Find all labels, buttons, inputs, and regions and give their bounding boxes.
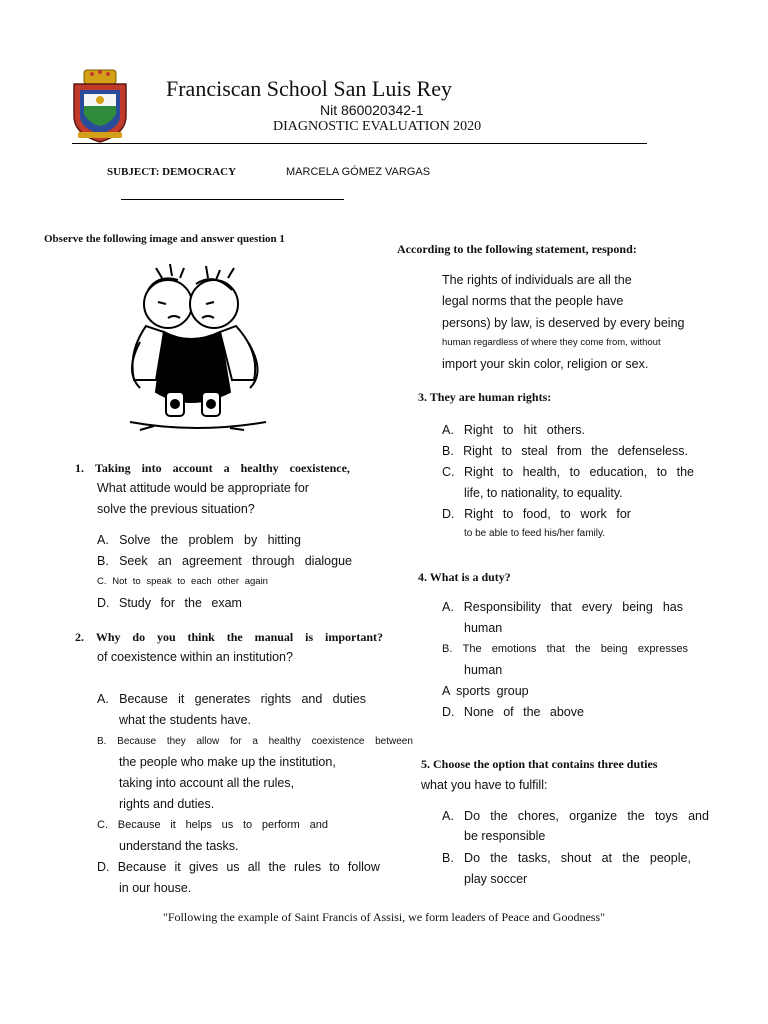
q5-line2: what you have to fulfill: bbox=[421, 778, 548, 792]
q3-option-d-cont: to be able to feed his/her family. bbox=[464, 528, 606, 539]
justified-word: to bbox=[502, 465, 514, 479]
justified-word: for bbox=[160, 596, 176, 610]
justified-word: emotions bbox=[491, 643, 537, 655]
fighting-children-illustration bbox=[110, 262, 282, 442]
justified-word: D. bbox=[442, 507, 455, 521]
justified-word: Do bbox=[464, 851, 481, 865]
justified-word: Because bbox=[117, 736, 157, 747]
justified-word: to bbox=[560, 507, 571, 521]
justified-word: they bbox=[166, 736, 186, 747]
q5-option-a[interactable] bbox=[442, 809, 709, 823]
justified-word: coexistence bbox=[311, 736, 365, 747]
justified-word: A. bbox=[97, 692, 109, 706]
justified-word: A. bbox=[442, 600, 454, 614]
justified-word: B. bbox=[97, 736, 107, 747]
justified-word: is bbox=[305, 630, 314, 644]
q5-title: 5. Choose the option that contains three duties bbox=[421, 757, 658, 771]
q3-title: 3. They are human rights: bbox=[418, 390, 552, 404]
q2-option-b-cont2: taking into account all the rules, bbox=[119, 776, 295, 790]
justified-word: that bbox=[546, 643, 565, 655]
justified-word: Because bbox=[119, 692, 168, 706]
q2-option-b-cont1: the people who make up the institution, bbox=[119, 755, 336, 769]
q2-option-a[interactable] bbox=[97, 692, 366, 706]
statement-instruction: According to the following statement, respond: bbox=[397, 242, 637, 256]
justified-word: rights bbox=[260, 692, 292, 706]
justified-word: Taking bbox=[95, 461, 131, 475]
justified-word: generates bbox=[194, 692, 251, 706]
justified-word: organize bbox=[569, 809, 618, 823]
justified-word: allow bbox=[196, 736, 220, 747]
justified-word: from bbox=[556, 444, 582, 458]
footer-motto: "Following the example of Saint Francis of Assisi, we form leaders of Peace and Goodness" bbox=[162, 910, 606, 924]
justified-word: C. bbox=[97, 576, 107, 587]
statement-line-2: legal norms that the people have bbox=[442, 294, 624, 308]
justified-word: helps bbox=[185, 819, 212, 831]
justified-word: you bbox=[156, 630, 176, 644]
justified-word: between bbox=[375, 736, 413, 747]
justified-word: again bbox=[244, 576, 268, 587]
justified-word: C. bbox=[97, 819, 108, 831]
justified-word: an bbox=[157, 554, 172, 568]
justified-word: think bbox=[187, 630, 215, 644]
q2-option-a-cont: what the students have. bbox=[119, 713, 252, 727]
justified-word: the bbox=[490, 809, 508, 823]
justified-word: for bbox=[229, 736, 242, 747]
justified-word: us bbox=[226, 860, 240, 874]
justified-word: B. bbox=[442, 444, 454, 458]
justified-word: The bbox=[462, 643, 482, 655]
q4-option-d[interactable] bbox=[442, 705, 584, 719]
q1-line2: What attitude would be appropriate for bbox=[97, 481, 309, 495]
justified-word: and bbox=[309, 819, 328, 831]
justified-word: manual bbox=[254, 630, 294, 644]
justified-word: health, bbox=[522, 465, 561, 479]
justified-word: rules bbox=[294, 860, 322, 874]
q4-option-b[interactable] bbox=[442, 643, 688, 655]
justified-word: the bbox=[268, 860, 286, 874]
justified-word: through bbox=[252, 554, 295, 568]
justified-word: and bbox=[688, 809, 709, 823]
justified-word: every bbox=[581, 600, 613, 614]
justified-word: coexistence, bbox=[289, 461, 350, 475]
justified-word: dialogue bbox=[304, 554, 352, 568]
justified-word: the bbox=[591, 444, 609, 458]
justified-word: B. bbox=[97, 554, 109, 568]
justified-word: do bbox=[132, 630, 146, 644]
justified-word: speak bbox=[146, 576, 172, 587]
justified-word: tasks, bbox=[517, 851, 551, 865]
justified-word: healthy bbox=[268, 736, 301, 747]
justified-word: others. bbox=[546, 423, 585, 437]
justified-word: agreement bbox=[182, 554, 242, 568]
subject-label: SUBJECT: DEMOCRACY bbox=[107, 166, 237, 178]
justified-word: expresses bbox=[637, 643, 688, 655]
justified-word: and bbox=[301, 692, 323, 706]
justified-word: Because bbox=[117, 819, 161, 831]
q3-option-c-cont: life, to nationality, to equality. bbox=[464, 486, 623, 500]
justified-word: a bbox=[252, 736, 258, 747]
q4-option-a[interactable] bbox=[442, 600, 683, 614]
justified-word: Not bbox=[112, 576, 127, 587]
justified-word: exam bbox=[211, 596, 242, 610]
justified-word: people, bbox=[649, 851, 691, 865]
q2-option-d-cont: in our house. bbox=[119, 881, 192, 895]
justified-word: to bbox=[329, 860, 340, 874]
statement-line-4: human regardless of where they come from, without bbox=[442, 337, 661, 348]
justified-word: has bbox=[662, 600, 683, 614]
q1-option-a[interactable] bbox=[97, 533, 301, 547]
justified-word: important? bbox=[325, 630, 383, 644]
justified-word: the bbox=[160, 533, 179, 547]
name-underline bbox=[121, 199, 344, 200]
justified-word: chores, bbox=[517, 809, 559, 823]
justified-word: it bbox=[174, 860, 181, 874]
justified-word: hitting bbox=[267, 533, 301, 547]
justified-word: the bbox=[184, 596, 202, 610]
justified-word: perform bbox=[261, 819, 300, 831]
justified-word: D. bbox=[97, 860, 110, 874]
justified-word: all bbox=[247, 860, 261, 874]
justified-word: it bbox=[178, 692, 185, 706]
header-divider bbox=[72, 143, 647, 144]
justified-word: None bbox=[463, 705, 494, 719]
justified-word: to bbox=[502, 507, 514, 521]
justified-word: B. bbox=[442, 851, 454, 865]
justified-word: the bbox=[622, 851, 640, 865]
justified-word: the bbox=[523, 705, 541, 719]
q4-option-a-cont: human bbox=[464, 621, 503, 635]
justified-word: for bbox=[616, 507, 631, 521]
justified-word: healthy bbox=[240, 461, 279, 475]
justified-word: A. bbox=[442, 423, 454, 437]
justified-word: Why bbox=[95, 630, 121, 644]
justified-word: the bbox=[226, 630, 243, 644]
justified-word: duties bbox=[332, 692, 366, 706]
justified-word: Right bbox=[464, 507, 494, 521]
q5-option-a-cont: be responsible bbox=[464, 829, 546, 843]
nit-number: Nit 860020342-1 bbox=[320, 102, 424, 118]
justified-word: to bbox=[503, 423, 514, 437]
q1-title bbox=[75, 461, 350, 476]
justified-word: food, bbox=[522, 507, 551, 521]
justified-word: toys bbox=[654, 809, 678, 823]
justified-word: Right bbox=[463, 423, 494, 437]
justified-word: into bbox=[141, 461, 162, 475]
justified-word: follow bbox=[347, 860, 380, 874]
justified-word: A. bbox=[442, 809, 454, 823]
q2-title bbox=[75, 630, 383, 645]
q4-option-b-cont: human bbox=[464, 663, 503, 677]
justified-word: to bbox=[242, 819, 253, 831]
justified-word: C. bbox=[442, 465, 455, 479]
q2-option-c-cont: understand the tasks. bbox=[119, 839, 239, 853]
justified-word: B. bbox=[442, 643, 453, 655]
justified-word: it bbox=[170, 819, 176, 831]
statement-line-1: The rights of individuals are all the bbox=[442, 273, 632, 287]
q2-line2: of coexistence within an institution? bbox=[97, 650, 293, 664]
justified-word: education, bbox=[589, 465, 648, 479]
justified-word: each bbox=[191, 576, 212, 587]
justified-word: to bbox=[501, 444, 512, 458]
q3-option-a[interactable] bbox=[442, 423, 585, 437]
q2-option-c[interactable] bbox=[97, 819, 328, 831]
justified-word: us bbox=[221, 819, 234, 831]
q4-option-c[interactable]: A sports group bbox=[442, 684, 529, 698]
justified-word: to bbox=[656, 465, 668, 479]
justified-word: 1. bbox=[75, 461, 84, 475]
justified-word: defenseless. bbox=[617, 444, 688, 458]
statement-line-3: persons) by law, is deserved by every being bbox=[442, 316, 685, 330]
justified-word: 2. bbox=[75, 630, 84, 644]
image-instruction: Observe the following image and answer question 1 bbox=[44, 233, 285, 245]
justified-word: the bbox=[490, 851, 508, 865]
q5-option-b[interactable] bbox=[442, 851, 691, 865]
q2-option-d[interactable] bbox=[97, 860, 380, 874]
justified-word: to bbox=[569, 465, 581, 479]
justified-word: Study bbox=[118, 596, 151, 610]
q5-option-b-cont: play soccer bbox=[464, 872, 528, 886]
justified-word: that bbox=[550, 600, 572, 614]
justified-word: Right bbox=[463, 444, 493, 458]
teacher-name: MARCELA GÓMEZ VARGAS bbox=[286, 166, 431, 178]
justified-word: Solve bbox=[119, 533, 151, 547]
justified-word: Do bbox=[464, 809, 481, 823]
justified-word: Because bbox=[117, 860, 167, 874]
q3-option-d[interactable] bbox=[442, 507, 631, 521]
justified-word: the bbox=[575, 643, 591, 655]
justified-word: hit bbox=[523, 423, 537, 437]
justified-word: work bbox=[580, 507, 607, 521]
justified-word: the bbox=[627, 809, 645, 823]
justified-word: shout bbox=[560, 851, 592, 865]
justified-word: above bbox=[549, 705, 584, 719]
justified-word: Responsibility bbox=[463, 600, 541, 614]
justified-word: Seek bbox=[119, 554, 148, 568]
justified-word: to bbox=[177, 576, 186, 587]
q1-option-d[interactable] bbox=[97, 596, 242, 610]
q3-option-c[interactable] bbox=[442, 465, 694, 479]
q4-title: 4. What is a duty? bbox=[418, 570, 511, 584]
justified-word: gives bbox=[188, 860, 219, 874]
justified-word: the bbox=[676, 465, 694, 479]
q3-option-b[interactable] bbox=[442, 444, 688, 458]
justified-word: of bbox=[503, 705, 514, 719]
evaluation-title: DIAGNOSTIC EVALUATION 2020 bbox=[273, 119, 482, 134]
justified-word: problem bbox=[188, 533, 234, 547]
school-name: Franciscan School San Luis Rey bbox=[166, 76, 452, 101]
justified-word: steal bbox=[521, 444, 548, 458]
justified-word: D. bbox=[442, 705, 455, 719]
justified-word: being bbox=[600, 643, 628, 655]
q1-option-c[interactable] bbox=[97, 576, 268, 587]
q2-option-b[interactable] bbox=[97, 736, 413, 747]
justified-word: A. bbox=[97, 533, 109, 547]
school-crest bbox=[70, 68, 130, 144]
justified-word: to bbox=[132, 576, 141, 587]
justified-word: other bbox=[217, 576, 240, 587]
justified-word: by bbox=[244, 533, 258, 547]
justified-word: a bbox=[223, 461, 230, 475]
q1-option-b[interactable] bbox=[97, 554, 352, 568]
statement-line-5: import your skin color, religion or sex. bbox=[442, 357, 649, 371]
justified-word: D. bbox=[97, 596, 110, 610]
justified-word: Right bbox=[463, 465, 494, 479]
q2-option-b-cont3: rights and duties. bbox=[119, 797, 215, 811]
justified-word: being bbox=[622, 600, 653, 614]
justified-word: account bbox=[172, 461, 213, 475]
justified-word: at bbox=[601, 851, 613, 865]
q1-line3: solve the previous situation? bbox=[97, 502, 255, 516]
